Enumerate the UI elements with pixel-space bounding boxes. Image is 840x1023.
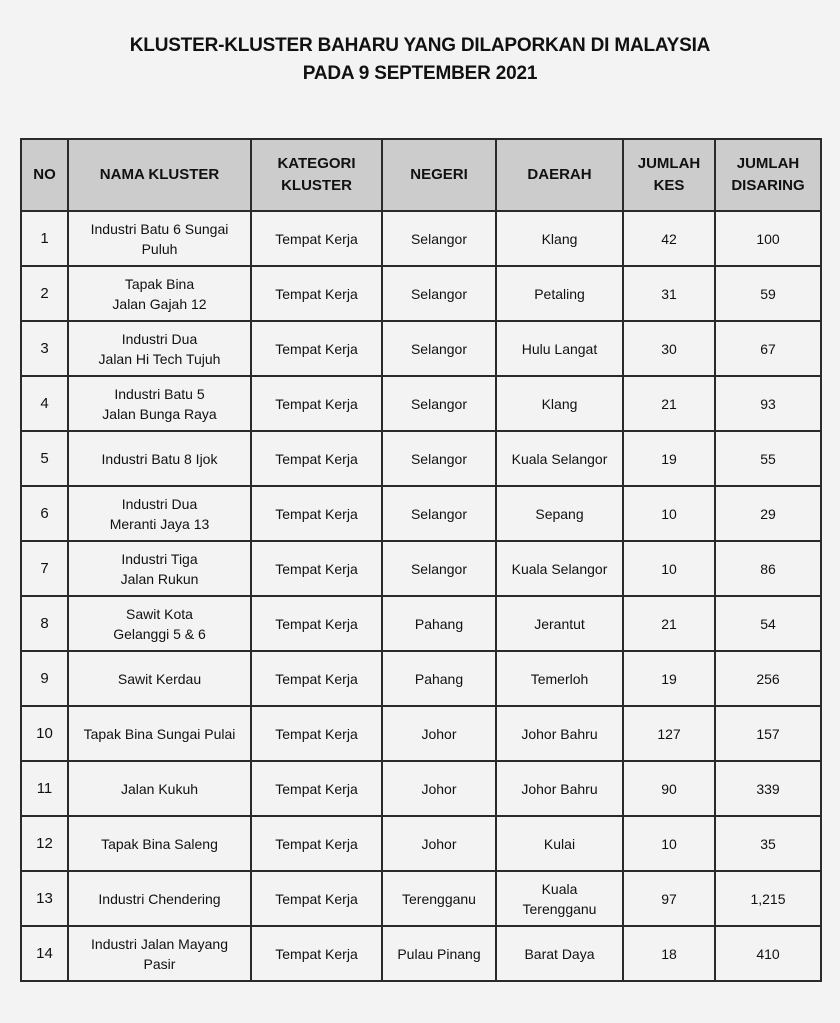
table-row	[21, 761, 821, 816]
cell-no: 3	[21, 321, 68, 376]
cell-kategori: Tempat Kerja	[251, 926, 382, 981]
cell-kategori: Tempat Kerja	[251, 651, 382, 706]
header-jumlah-kes: JUMLAH KES	[623, 139, 715, 211]
cell-daerah: Kuala Selangor	[496, 431, 623, 486]
cell-daerah: Barat Daya	[496, 926, 623, 981]
cell-nama-kluster: Tapak Bina Jalan Gajah 12	[68, 266, 251, 321]
cell-nama-kluster: Industri Dua Jalan Hi Tech Tujuh	[68, 321, 251, 376]
cell-negeri: Selangor	[382, 211, 496, 266]
cell-kategori: Tempat Kerja	[251, 706, 382, 761]
cell-jumlah-disaring: 410	[715, 926, 821, 981]
cell-kategori: Tempat Kerja	[251, 486, 382, 541]
cell-no: 13	[21, 871, 68, 926]
cell-jumlah-disaring: 35	[715, 816, 821, 871]
cell-nama-kluster: Sawit Kerdau	[68, 651, 251, 706]
cell-jumlah-kes: 19	[623, 651, 715, 706]
cell-jumlah-disaring: 256	[715, 651, 821, 706]
cell-no: 4	[21, 376, 68, 431]
cell-nama-kluster: Industri Tiga Jalan Rukun	[68, 541, 251, 596]
cell-negeri: Selangor	[382, 266, 496, 321]
cell-jumlah-disaring: 67	[715, 321, 821, 376]
cell-kategori: Tempat Kerja	[251, 266, 382, 321]
table-row	[21, 266, 821, 321]
cell-jumlah-disaring: 55	[715, 431, 821, 486]
cell-no: 2	[21, 266, 68, 321]
cell-daerah: Klang	[496, 211, 623, 266]
cell-negeri: Terengganu	[382, 871, 496, 926]
cell-no: 7	[21, 541, 68, 596]
cell-daerah: Johor Bahru	[496, 761, 623, 816]
cell-negeri: Selangor	[382, 376, 496, 431]
cell-negeri: Johor	[382, 706, 496, 761]
cell-negeri: Pahang	[382, 596, 496, 651]
cell-no: 10	[21, 706, 68, 761]
cell-jumlah-kes: 42	[623, 211, 715, 266]
header-nama-kluster: NAMA KLUSTER	[68, 139, 251, 211]
cell-jumlah-kes: 21	[623, 596, 715, 651]
title-line-1: KLUSTER-KLUSTER BAHARU YANG DILAPORKAN DI MALAYSIA	[129, 35, 711, 56]
cell-daerah: Kulai	[496, 816, 623, 871]
cell-kategori: Tempat Kerja	[251, 816, 382, 871]
cell-nama-kluster: Industri Batu 8 Ijok	[68, 431, 251, 486]
cell-negeri: Selangor	[382, 431, 496, 486]
cell-jumlah-kes: 31	[623, 266, 715, 321]
cell-jumlah-disaring: 93	[715, 376, 821, 431]
cell-nama-kluster: Industri Jalan Mayang Pasir	[68, 926, 251, 981]
header-negeri: NEGERI	[382, 139, 496, 211]
cell-no: 6	[21, 486, 68, 541]
cell-jumlah-disaring: 1,215	[715, 871, 821, 926]
header-jumlah-disaring: JUMLAH DISARING	[715, 139, 821, 211]
cell-nama-kluster: Industri Batu 5 Jalan Bunga Raya	[68, 376, 251, 431]
cell-nama-kluster: Jalan Kukuh	[68, 761, 251, 816]
title-line-2: PADA 9 SEPTEMBER 2021	[302, 63, 538, 84]
cell-no: 5	[21, 431, 68, 486]
cell-negeri: Selangor	[382, 321, 496, 376]
cell-jumlah-kes: 21	[623, 376, 715, 431]
table-row	[21, 376, 821, 431]
cell-nama-kluster: Tapak Bina Sungai Pulai	[68, 706, 251, 761]
cell-jumlah-disaring: 86	[715, 541, 821, 596]
table-row	[21, 486, 821, 541]
cell-jumlah-kes: 19	[623, 431, 715, 486]
cell-daerah: Kuala Selangor	[496, 541, 623, 596]
header-row	[21, 139, 821, 211]
page-title	[0, 32, 840, 88]
cell-jumlah-disaring: 54	[715, 596, 821, 651]
cell-jumlah-kes: 30	[623, 321, 715, 376]
cell-jumlah-kes: 97	[623, 871, 715, 926]
cell-negeri: Pahang	[382, 651, 496, 706]
cell-nama-kluster: Industri Batu 6 Sungai Puluh	[68, 211, 251, 266]
cell-nama-kluster: Sawit Kota Gelanggi 5 & 6	[68, 596, 251, 651]
table-row	[21, 871, 821, 926]
table-row	[21, 926, 821, 981]
cell-negeri: Johor	[382, 816, 496, 871]
cell-jumlah-disaring: 100	[715, 211, 821, 266]
cell-kategori: Tempat Kerja	[251, 871, 382, 926]
table-row	[21, 816, 821, 871]
cell-nama-kluster: Industri Dua Meranti Jaya 13	[68, 486, 251, 541]
cell-nama-kluster: Industri Chendering	[68, 871, 251, 926]
cell-kategori: Tempat Kerja	[251, 541, 382, 596]
cell-daerah: Hulu Langat	[496, 321, 623, 376]
cell-kategori: Tempat Kerja	[251, 761, 382, 816]
header-daerah: DAERAH	[496, 139, 623, 211]
table-row	[21, 211, 821, 266]
cell-kategori: Tempat Kerja	[251, 211, 382, 266]
cell-nama-kluster: Tapak Bina Saleng	[68, 816, 251, 871]
cell-negeri: Selangor	[382, 541, 496, 596]
clusters-table	[20, 138, 822, 982]
cell-kategori: Tempat Kerja	[251, 321, 382, 376]
cell-jumlah-disaring: 59	[715, 266, 821, 321]
cell-daerah: Temerloh	[496, 651, 623, 706]
cell-daerah: Petaling	[496, 266, 623, 321]
cell-daerah: Klang	[496, 376, 623, 431]
cell-daerah: Jerantut	[496, 596, 623, 651]
header-kategori-kluster: KATEGORI KLUSTER	[251, 139, 382, 211]
table-row	[21, 431, 821, 486]
cell-jumlah-kes: 127	[623, 706, 715, 761]
cell-daerah: Johor Bahru	[496, 706, 623, 761]
cell-jumlah-kes: 18	[623, 926, 715, 981]
table-row	[21, 596, 821, 651]
cell-jumlah-kes: 90	[623, 761, 715, 816]
cell-jumlah-disaring: 339	[715, 761, 821, 816]
cell-kategori: Tempat Kerja	[251, 376, 382, 431]
table-row	[21, 541, 821, 596]
cell-jumlah-kes: 10	[623, 816, 715, 871]
cell-no: 1	[21, 211, 68, 266]
cell-daerah: Kuala Terengganu	[496, 871, 623, 926]
table-row	[21, 321, 821, 376]
cell-jumlah-disaring: 29	[715, 486, 821, 541]
cell-no: 8	[21, 596, 68, 651]
cell-negeri: Selangor	[382, 486, 496, 541]
table-row	[21, 651, 821, 706]
cell-no: 9	[21, 651, 68, 706]
cell-kategori: Tempat Kerja	[251, 596, 382, 651]
cell-jumlah-kes: 10	[623, 486, 715, 541]
table-row	[21, 706, 821, 761]
cell-daerah: Sepang	[496, 486, 623, 541]
cell-no: 14	[21, 926, 68, 981]
cell-jumlah-kes: 10	[623, 541, 715, 596]
cell-jumlah-disaring: 157	[715, 706, 821, 761]
cell-kategori: Tempat Kerja	[251, 431, 382, 486]
cell-no: 12	[21, 816, 68, 871]
cell-no: 11	[21, 761, 68, 816]
cell-negeri: Pulau Pinang	[382, 926, 496, 981]
header-no: NO	[21, 139, 68, 211]
cell-negeri: Johor	[382, 761, 496, 816]
